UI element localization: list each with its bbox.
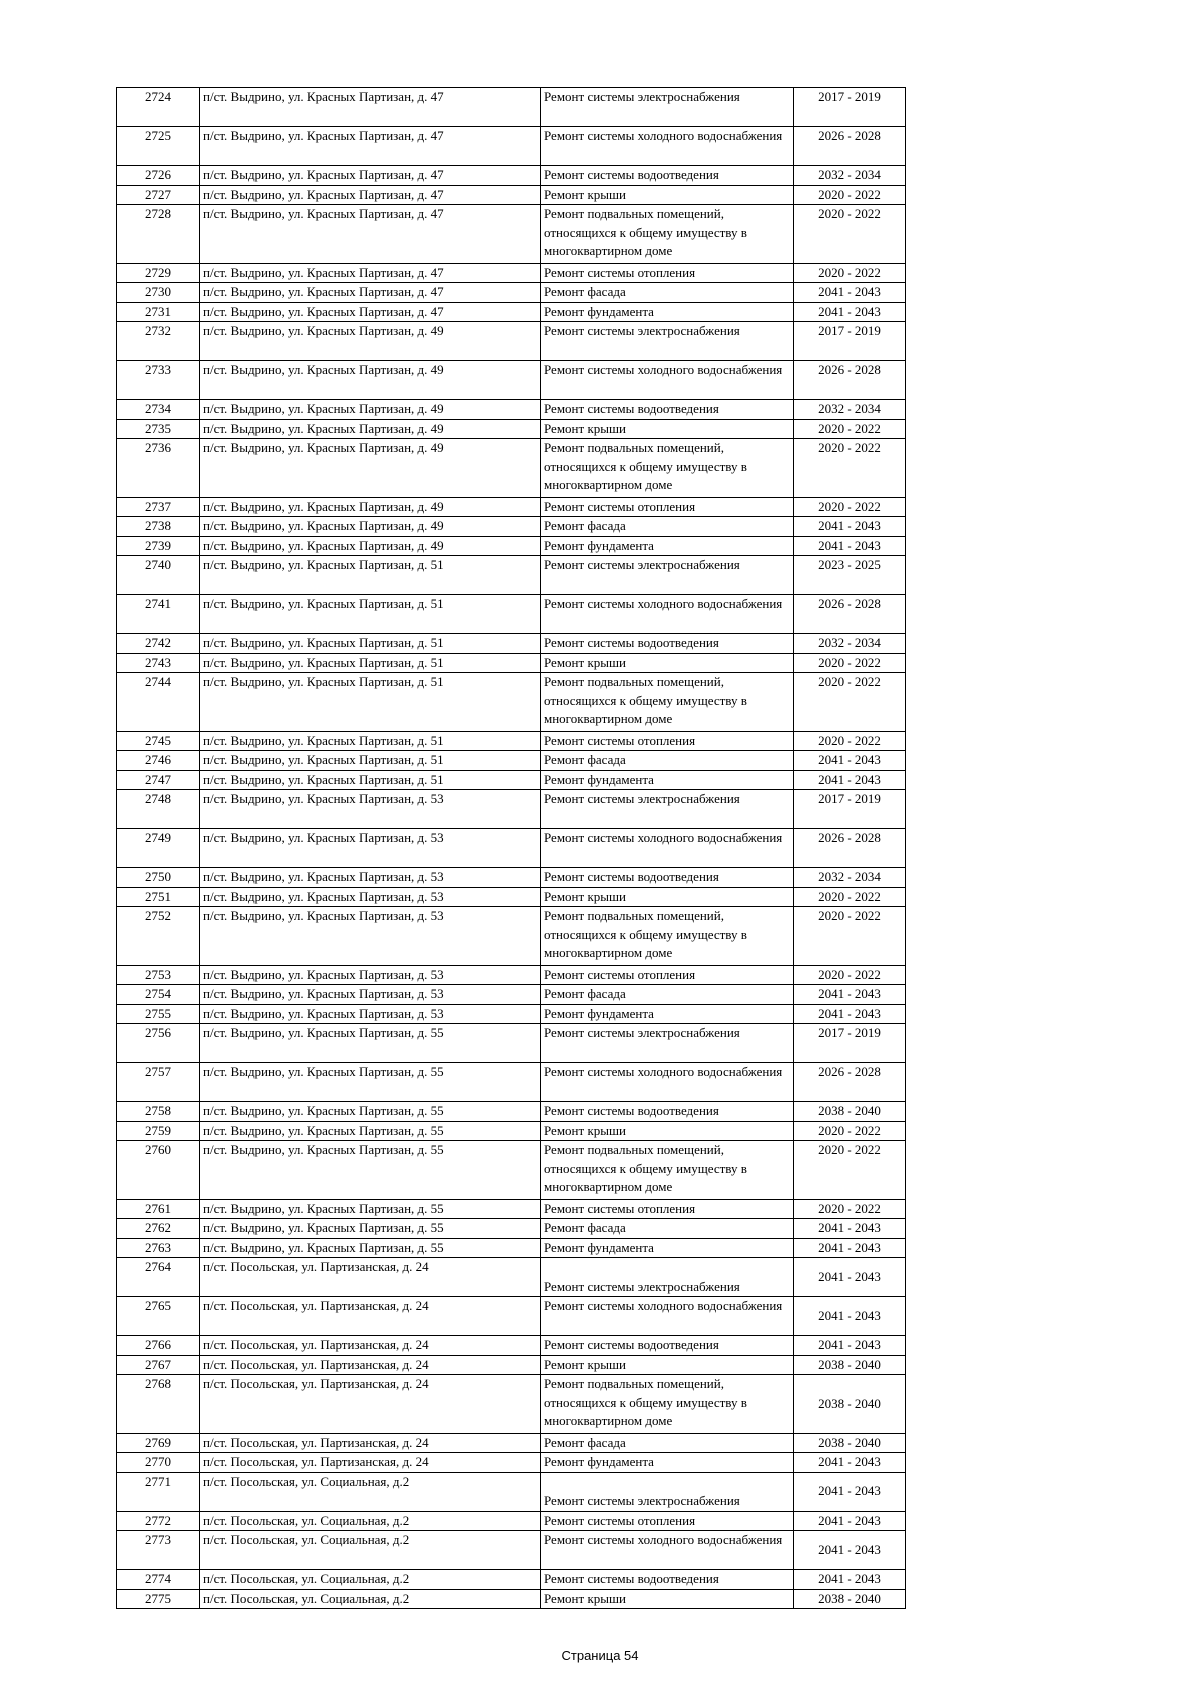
row-number: 2751: [117, 887, 200, 907]
period-cell: 2020 - 2022: [794, 1141, 906, 1200]
period-cell: 2026 - 2028: [794, 829, 906, 868]
work-type-cell: Ремонт системы водоотведения: [541, 1102, 794, 1122]
work-type-cell: Ремонт системы отопления: [541, 1199, 794, 1219]
address-cell: п/ст. Посольская, ул. Социальная, д.2: [200, 1531, 541, 1570]
row-number: 2773: [117, 1531, 200, 1570]
table-row: [117, 1453, 906, 1473]
work-type-cell: Ремонт фундамента: [541, 302, 794, 322]
row-number: 2733: [117, 361, 200, 400]
period-cell: 2023 - 2025: [794, 556, 906, 595]
table-row: [117, 965, 906, 985]
period-cell: 2026 - 2028: [794, 595, 906, 634]
period-cell: 2020 - 2022: [794, 1199, 906, 1219]
table-row: [117, 88, 906, 127]
table-row: [117, 985, 906, 1005]
table-row: [117, 127, 906, 166]
work-type-cell: Ремонт системы электроснабжения: [541, 88, 794, 127]
row-number: 2744: [117, 673, 200, 732]
address-cell: п/ст. Выдрино, ул. Красных Партизан, д. 47: [200, 283, 541, 303]
row-number: 2775: [117, 1589, 200, 1609]
row-number: 2765: [117, 1297, 200, 1336]
row-number: 2750: [117, 868, 200, 888]
row-number: 2755: [117, 1004, 200, 1024]
address-cell: п/ст. Выдрино, ул. Красных Партизан, д. 47: [200, 88, 541, 127]
address-cell: п/ст. Выдрино, ул. Красных Партизан, д. 55: [200, 1199, 541, 1219]
row-number: 2767: [117, 1355, 200, 1375]
period-cell: 2032 - 2034: [794, 634, 906, 654]
table-row: [117, 1102, 906, 1122]
period-cell: 2038 - 2040: [794, 1355, 906, 1375]
address-cell: п/ст. Выдрино, ул. Красных Партизан, д. 49: [200, 361, 541, 400]
period-cell: 2041 - 2043: [794, 1531, 906, 1570]
work-type-cell: Ремонт системы водоотведения: [541, 400, 794, 420]
work-type-cell: Ремонт системы электроснабжения: [541, 1024, 794, 1063]
table-row: [117, 907, 906, 966]
address-cell: п/ст. Выдрино, ул. Красных Партизан, д. 55: [200, 1024, 541, 1063]
period-cell: 2020 - 2022: [794, 497, 906, 517]
address-cell: п/ст. Выдрино, ул. Красных Партизан, д. 51: [200, 751, 541, 771]
work-type-cell: Ремонт фасада: [541, 517, 794, 537]
work-type-cell: Ремонт фасада: [541, 1433, 794, 1453]
row-number: 2726: [117, 166, 200, 186]
work-type-cell: Ремонт фасада: [541, 283, 794, 303]
row-number: 2768: [117, 1375, 200, 1434]
work-type-cell: Ремонт подвальных помещений, относящихся к общему имуществу в многоквартирном доме: [541, 1141, 794, 1200]
period-cell: 2038 - 2040: [794, 1589, 906, 1609]
address-cell: п/ст. Выдрино, ул. Красных Партизан, д. 51: [200, 673, 541, 732]
period-cell: 2020 - 2022: [794, 263, 906, 283]
address-cell: п/ст. Выдрино, ул. Красных Партизан, д. 53: [200, 965, 541, 985]
table-row: [117, 634, 906, 654]
period-cell: 2020 - 2022: [794, 887, 906, 907]
address-cell: п/ст. Выдрино, ул. Красных Партизан, д. 55: [200, 1063, 541, 1102]
period-cell: 2041 - 2043: [794, 1004, 906, 1024]
work-type-cell: Ремонт фундамента: [541, 1453, 794, 1473]
address-cell: п/ст. Посольская, ул. Партизанская, д. 24: [200, 1453, 541, 1473]
row-number: 2734: [117, 400, 200, 420]
work-type-cell: Ремонт системы холодного водоснабжения: [541, 1063, 794, 1102]
address-cell: п/ст. Выдрино, ул. Красных Партизан, д. 55: [200, 1238, 541, 1258]
period-cell: 2020 - 2022: [794, 965, 906, 985]
work-type-cell: Ремонт системы электроснабжения: [541, 1258, 794, 1297]
table-row: [117, 536, 906, 556]
work-type-cell: Ремонт системы отопления: [541, 263, 794, 283]
row-number: 2730: [117, 283, 200, 303]
row-number: 2740: [117, 556, 200, 595]
address-cell: п/ст. Выдрино, ул. Красных Партизан, д. 47: [200, 263, 541, 283]
address-cell: п/ст. Выдрино, ул. Красных Партизан, д. 49: [200, 439, 541, 498]
row-number: 2758: [117, 1102, 200, 1122]
period-cell: 2017 - 2019: [794, 322, 906, 361]
work-type-cell: Ремонт крыши: [541, 1355, 794, 1375]
address-cell: п/ст. Выдрино, ул. Красных Партизан, д. 55: [200, 1141, 541, 1200]
repair-schedule-table: [116, 87, 906, 1609]
row-number: 2745: [117, 731, 200, 751]
address-cell: п/ст. Выдрино, ул. Красных Партизан, д. 51: [200, 731, 541, 751]
work-type-cell: Ремонт системы отопления: [541, 1511, 794, 1531]
address-cell: п/ст. Посольская, ул. Партизанская, д. 24: [200, 1433, 541, 1453]
row-number: 2749: [117, 829, 200, 868]
table-row: [117, 556, 906, 595]
period-cell: 2017 - 2019: [794, 790, 906, 829]
work-type-cell: Ремонт фундамента: [541, 1238, 794, 1258]
work-type-cell: Ремонт подвальных помещений, относящихся к общему имуществу в многоквартирном доме: [541, 673, 794, 732]
work-type-cell: Ремонт системы электроснабжения: [541, 1472, 794, 1511]
work-type-cell: Ремонт системы холодного водоснабжения: [541, 127, 794, 166]
table-row: [117, 361, 906, 400]
period-cell: 2041 - 2043: [794, 1336, 906, 1356]
period-cell: 2032 - 2034: [794, 400, 906, 420]
address-cell: п/ст. Выдрино, ул. Красных Партизан, д. 49: [200, 322, 541, 361]
work-type-cell: Ремонт подвальных помещений, относящихся к общему имуществу в многоквартирном доме: [541, 439, 794, 498]
period-cell: 2038 - 2040: [794, 1375, 906, 1434]
row-number: 2759: [117, 1121, 200, 1141]
work-type-cell: Ремонт фундамента: [541, 536, 794, 556]
table-row: [117, 731, 906, 751]
period-cell: 2017 - 2019: [794, 1024, 906, 1063]
row-number: 2739: [117, 536, 200, 556]
work-type-cell: Ремонт крыши: [541, 185, 794, 205]
table-row: [117, 790, 906, 829]
table-row: [117, 673, 906, 732]
period-cell: 2041 - 2043: [794, 302, 906, 322]
address-cell: п/ст. Посольская, ул. Партизанская, д. 24: [200, 1336, 541, 1356]
address-cell: п/ст. Выдрино, ул. Красных Партизан, д. 49: [200, 517, 541, 537]
period-cell: 2041 - 2043: [794, 1570, 906, 1590]
work-type-cell: Ремонт крыши: [541, 653, 794, 673]
row-number: 2731: [117, 302, 200, 322]
table-row: [117, 1063, 906, 1102]
period-cell: 2026 - 2028: [794, 127, 906, 166]
row-number: 2738: [117, 517, 200, 537]
address-cell: п/ст. Выдрино, ул. Красных Партизан, д. 47: [200, 185, 541, 205]
work-type-cell: Ремонт системы отопления: [541, 497, 794, 517]
work-type-cell: Ремонт крыши: [541, 1121, 794, 1141]
row-number: 2757: [117, 1063, 200, 1102]
table-row: [117, 1121, 906, 1141]
address-cell: п/ст. Выдрино, ул. Красных Партизан, д. 53: [200, 985, 541, 1005]
address-cell: п/ст. Посольская, ул. Социальная, д.2: [200, 1511, 541, 1531]
work-type-cell: Ремонт крыши: [541, 419, 794, 439]
work-type-cell: Ремонт системы водоотведения: [541, 634, 794, 654]
work-type-cell: Ремонт системы электроснабжения: [541, 322, 794, 361]
period-cell: 2020 - 2022: [794, 1121, 906, 1141]
table-row: [117, 302, 906, 322]
address-cell: п/ст. Выдрино, ул. Красных Партизан, д. 55: [200, 1219, 541, 1239]
work-type-cell: Ремонт крыши: [541, 887, 794, 907]
table-row: [117, 1472, 906, 1511]
row-number: 2735: [117, 419, 200, 439]
period-cell: 2041 - 2043: [794, 1258, 906, 1297]
address-cell: п/ст. Посольская, ул. Социальная, д.2: [200, 1472, 541, 1511]
work-type-cell: Ремонт фундамента: [541, 770, 794, 790]
address-cell: п/ст. Выдрино, ул. Красных Партизан, д. 47: [200, 205, 541, 264]
row-number: 2761: [117, 1199, 200, 1219]
work-type-cell: Ремонт крыши: [541, 1589, 794, 1609]
table-row: [117, 1297, 906, 1336]
address-cell: п/ст. Выдрино, ул. Красных Партизан, д. 47: [200, 127, 541, 166]
address-cell: п/ст. Посольская, ул. Партизанская, д. 24: [200, 1258, 541, 1297]
period-cell: 2026 - 2028: [794, 1063, 906, 1102]
address-cell: п/ст. Выдрино, ул. Красных Партизан, д. 51: [200, 770, 541, 790]
period-cell: 2032 - 2034: [794, 868, 906, 888]
period-cell: 2038 - 2040: [794, 1102, 906, 1122]
table-row: [117, 829, 906, 868]
row-number: 2747: [117, 770, 200, 790]
table-row: [117, 283, 906, 303]
row-number: 2743: [117, 653, 200, 673]
period-cell: 2041 - 2043: [794, 1297, 906, 1336]
table-row: [117, 1375, 906, 1434]
table-row: [117, 1433, 906, 1453]
table-row: [117, 1258, 906, 1297]
work-type-cell: Ремонт подвальных помещений, относящихся к общему имуществу в многоквартирном доме: [541, 907, 794, 966]
work-type-cell: Ремонт фасада: [541, 985, 794, 1005]
table-body: [117, 88, 906, 1609]
period-cell: 2032 - 2034: [794, 166, 906, 186]
table-row: [117, 185, 906, 205]
address-cell: п/ст. Посольская, ул. Партизанская, д. 24: [200, 1297, 541, 1336]
address-cell: п/ст. Выдрино, ул. Красных Партизан, д. 51: [200, 634, 541, 654]
work-type-cell: Ремонт системы отопления: [541, 965, 794, 985]
address-cell: п/ст. Выдрино, ул. Красных Партизан, д. 53: [200, 829, 541, 868]
row-number: 2737: [117, 497, 200, 517]
table-row: [117, 1570, 906, 1590]
table-row: [117, 770, 906, 790]
table-row: [117, 1355, 906, 1375]
work-type-cell: Ремонт системы водоотведения: [541, 868, 794, 888]
table-row: [117, 1024, 906, 1063]
period-cell: 2041 - 2043: [794, 1219, 906, 1239]
work-type-cell: Ремонт системы отопления: [541, 731, 794, 751]
period-cell: 2041 - 2043: [794, 1453, 906, 1473]
row-number: 2774: [117, 1570, 200, 1590]
period-cell: 2041 - 2043: [794, 536, 906, 556]
row-number: 2763: [117, 1238, 200, 1258]
address-cell: п/ст. Выдрино, ул. Красных Партизан, д. 53: [200, 790, 541, 829]
address-cell: п/ст. Выдрино, ул. Красных Партизан, д. 49: [200, 419, 541, 439]
row-number: 2736: [117, 439, 200, 498]
work-type-cell: Ремонт фасада: [541, 751, 794, 771]
row-number: 2746: [117, 751, 200, 771]
period-cell: 2041 - 2043: [794, 770, 906, 790]
row-number: 2771: [117, 1472, 200, 1511]
address-cell: п/ст. Выдрино, ул. Красных Партизан, д. 49: [200, 400, 541, 420]
row-number: 2769: [117, 1433, 200, 1453]
work-type-cell: Ремонт системы холодного водоснабжения: [541, 1531, 794, 1570]
row-number: 2754: [117, 985, 200, 1005]
work-type-cell: Ремонт системы холодного водоснабжения: [541, 595, 794, 634]
table-row: [117, 517, 906, 537]
work-type-cell: Ремонт системы электроснабжения: [541, 556, 794, 595]
row-number: 2760: [117, 1141, 200, 1200]
table-row: [117, 400, 906, 420]
period-cell: 2041 - 2043: [794, 1472, 906, 1511]
table-row: [117, 263, 906, 283]
table-row: [117, 887, 906, 907]
row-number: 2728: [117, 205, 200, 264]
period-cell: 2041 - 2043: [794, 1238, 906, 1258]
row-number: 2729: [117, 263, 200, 283]
period-cell: 2020 - 2022: [794, 673, 906, 732]
table-row: [117, 166, 906, 186]
row-number: 2727: [117, 185, 200, 205]
row-number: 2748: [117, 790, 200, 829]
work-type-cell: Ремонт системы холодного водоснабжения: [541, 361, 794, 400]
table-row: [117, 1219, 906, 1239]
address-cell: п/ст. Выдрино, ул. Красных Партизан, д. 47: [200, 302, 541, 322]
work-type-cell: Ремонт системы холодного водоснабжения: [541, 829, 794, 868]
period-cell: 2020 - 2022: [794, 907, 906, 966]
work-type-cell: Ремонт системы водоотведения: [541, 166, 794, 186]
row-number: 2742: [117, 634, 200, 654]
row-number: 2762: [117, 1219, 200, 1239]
work-type-cell: Ремонт системы электроснабжения: [541, 790, 794, 829]
work-type-cell: Ремонт подвальных помещений, относящихся к общему имуществу в многоквартирном доме: [541, 205, 794, 264]
row-number: 2753: [117, 965, 200, 985]
period-cell: 2041 - 2043: [794, 985, 906, 1005]
table-row: [117, 419, 906, 439]
period-cell: 2041 - 2043: [794, 283, 906, 303]
period-cell: 2020 - 2022: [794, 185, 906, 205]
period-cell: 2020 - 2022: [794, 731, 906, 751]
table-row: [117, 1589, 906, 1609]
address-cell: п/ст. Посольская, ул. Партизанская, д. 24: [200, 1355, 541, 1375]
table-row: [117, 439, 906, 498]
row-number: 2770: [117, 1453, 200, 1473]
row-number: 2772: [117, 1511, 200, 1531]
period-cell: 2041 - 2043: [794, 517, 906, 537]
period-cell: 2020 - 2022: [794, 419, 906, 439]
row-number: 2752: [117, 907, 200, 966]
address-cell: п/ст. Выдрино, ул. Красных Партизан, д. 49: [200, 536, 541, 556]
table-row: [117, 1199, 906, 1219]
period-cell: 2041 - 2043: [794, 1511, 906, 1531]
row-number: 2766: [117, 1336, 200, 1356]
period-cell: 2026 - 2028: [794, 361, 906, 400]
address-cell: п/ст. Выдрино, ул. Красных Партизан, д. 53: [200, 887, 541, 907]
work-type-cell: Ремонт системы холодного водоснабжения: [541, 1297, 794, 1336]
table-row: [117, 595, 906, 634]
page-number: Страница 54: [561, 1648, 639, 1663]
period-cell: 2038 - 2040: [794, 1433, 906, 1453]
table-row: [117, 322, 906, 361]
work-type-cell: Ремонт системы водоотведения: [541, 1336, 794, 1356]
address-cell: п/ст. Выдрино, ул. Красных Партизан, д. 53: [200, 907, 541, 966]
period-cell: 2017 - 2019: [794, 88, 906, 127]
address-cell: п/ст. Выдрино, ул. Красных Партизан, д. 55: [200, 1121, 541, 1141]
work-type-cell: Ремонт системы водоотведения: [541, 1570, 794, 1590]
period-cell: 2020 - 2022: [794, 439, 906, 498]
row-number: 2732: [117, 322, 200, 361]
table-row: [117, 497, 906, 517]
row-number: 2756: [117, 1024, 200, 1063]
row-number: 2724: [117, 88, 200, 127]
address-cell: п/ст. Посольская, ул. Социальная, д.2: [200, 1589, 541, 1609]
address-cell: п/ст. Выдрино, ул. Красных Партизан, д. 49: [200, 497, 541, 517]
period-cell: 2020 - 2022: [794, 653, 906, 673]
address-cell: п/ст. Выдрино, ул. Красных Партизан, д. 51: [200, 653, 541, 673]
address-cell: п/ст. Выдрино, ул. Красных Партизан, д. 55: [200, 1102, 541, 1122]
address-cell: п/ст. Выдрино, ул. Красных Партизан, д. 47: [200, 166, 541, 186]
table-row: [117, 1336, 906, 1356]
table-row: [117, 1141, 906, 1200]
address-cell: п/ст. Выдрино, ул. Красных Партизан, д. 51: [200, 556, 541, 595]
work-type-cell: Ремонт фасада: [541, 1219, 794, 1239]
address-cell: п/ст. Выдрино, ул. Красных Партизан, д. 53: [200, 1004, 541, 1024]
address-cell: п/ст. Посольская, ул. Партизанская, д. 24: [200, 1375, 541, 1434]
row-number: 2725: [117, 127, 200, 166]
address-cell: п/ст. Посольская, ул. Социальная, д.2: [200, 1570, 541, 1590]
row-number: 2741: [117, 595, 200, 634]
table-row: [117, 1511, 906, 1531]
table-row: [117, 1531, 906, 1570]
table-row: [117, 751, 906, 771]
work-type-cell: Ремонт фундамента: [541, 1004, 794, 1024]
work-type-cell: Ремонт подвальных помещений, относящихся к общему имуществу в многоквартирном доме: [541, 1375, 794, 1434]
period-cell: 2020 - 2022: [794, 205, 906, 264]
table-row: [117, 653, 906, 673]
address-cell: п/ст. Выдрино, ул. Красных Партизан, д. 51: [200, 595, 541, 634]
table-row: [117, 205, 906, 264]
address-cell: п/ст. Выдрино, ул. Красных Партизан, д. 53: [200, 868, 541, 888]
table-row: [117, 868, 906, 888]
table-row: [117, 1004, 906, 1024]
period-cell: 2041 - 2043: [794, 751, 906, 771]
table-row: [117, 1238, 906, 1258]
row-number: 2764: [117, 1258, 200, 1297]
